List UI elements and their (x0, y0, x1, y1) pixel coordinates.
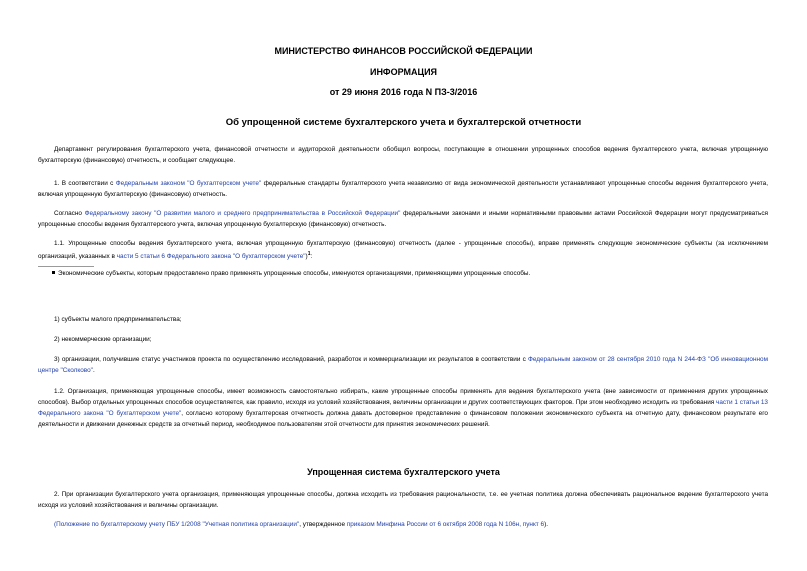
link-article-6-part-5[interactable]: части 5 статьи 6 Федерального закона "О бухгалтерском учете" (116, 253, 306, 261)
list-item-3-text-after: . (92, 367, 95, 374)
paragraph-1-text-after: федеральные стандарты бухгалтерского учета независимо от вида экономической деятельности устанавливают упрощенные способы ведения бухгалтерского учета, включая упрощенную бухгалтерскую (финансовую) отчетность. (38, 180, 768, 198)
paragraph-2-rationality: 2. При организации бухгалтерского учета организация, применяющая упрощенные способы, должна исходить из требования рациональности, т.е. ее учетная политика должна обеспечивать рациональное ведение бухгалтерского учета исходя из условий хозяйствования и величины организации. (38, 491, 768, 509)
paragraph-1-2-text-after: , согласно которому бухгалтерская отчетность должна давать достоверное представление о финансовом положении экономического субъекта на отчетную дату, финансовом результате его деятельности и движении денежных средств за отчетный период, необходимое пользователям этой отчетности для принятия экономических решений. (38, 410, 768, 428)
footnote-marker-icon (52, 271, 55, 274)
footnote-text: Экономические субъекты, которым предоставлено право применять упрощенные способы, именуются организациями, применяющими упрощенные способы. (58, 270, 531, 277)
link-pbu-1-2008[interactable]: (Положение по бухгалтерскому учету ПБУ 1/2008 "Учетная политика организации" (54, 521, 300, 528)
paragraph-1-2-text-before: 1.2. Организация, применяющая упрощенные способы, имеет возможность самостоятельно избирать, какие упрощенные способы применять для ведения бухгалтерского учета (вне зависимости от применения других упрощенных способов). Выбор отдельных упрощенных способов осуществляется, как правило, исходя из условий хозяйствования, величины организации и других соответствующих факторов. При этом необходимо исходить из требования (38, 388, 768, 406)
paragraph-1-1-colon: : (310, 253, 313, 261)
footnote-mark: 1 (307, 251, 311, 257)
list-item-3 (38, 354, 768, 376)
paragraph-1-1-text-after: ) (305, 253, 308, 261)
pbu-reference-text-mid: , утвержденное (299, 521, 347, 528)
document-title: Об упрощенной системе бухгалтерского учета и бухгалтерской отчетности (225, 117, 582, 128)
paragraph-1-2 (38, 386, 768, 430)
link-accounting-law[interactable]: Федеральным законом "О бухгалтерском учете" (115, 180, 262, 187)
paragraph-1 (38, 178, 768, 200)
link-article-13-part-1[interactable]: части 1 статьи 13 Федерального закона "О бухгалтерском учете" (38, 399, 768, 417)
document-type: ИНФОРМАЦИЯ (369, 67, 438, 77)
link-skolkovo-law[interactable]: Федеральным законом от 28 сентября 2010 года N 244-ФЗ "Об инновационном центре "Сколково" (38, 356, 768, 374)
link-sme-law[interactable]: Федеральному закону "О развитии малого и среднего предпринимательства в Российской Федерации" (84, 210, 401, 217)
paragraph-1-1 (38, 238, 768, 262)
footnote-divider (38, 266, 94, 267)
ministry-heading: МИНИСТЕРСТВО ФИНАНСОВ РОССИЙСКОЙ ФЕДЕРАЦИИ (274, 46, 533, 56)
section-title: Упрощенная система бухгалтерского учета (307, 467, 500, 477)
paragraph-2-text-after: федеральными законами и иными нормативными правовыми актами Российской Федерации могут предусматриваться упрощенные способы ведения бухгалтерского учета, включая упрощенную бухгалтерскую (финансовую) отчетность. (38, 210, 768, 228)
intro-paragraph: Департамент регулирования бухгалтерского учета, финансовой отчетности и аудиторской деятельности обобщил вопросы, поступающие в отношении упрощенных способов ведения бухгалтерского учета, включая упрощенную бухгалтерскую (финансовую) отчетность, и сообщает следующее. (38, 146, 768, 164)
pbu-reference-text-after: ). (544, 521, 548, 528)
link-minfin-order-106n[interactable]: приказом Минфина России от 6 октября 2008 года N 106н, пункт 6 (346, 521, 545, 528)
list-item-2: 2) некоммерческие организации; (54, 336, 152, 343)
paragraph-2-text-before: Согласно (54, 210, 85, 217)
paragraph-1-1-text-before: 1.1. Упрощенные способы ведения бухгалтерского учета, включая упрощенную бухгалтерскую (финансовую) отчетность (далее - упрощенные способы), вправе применять следующие экономические субъекты (за исключением организаций, указанных в (38, 240, 768, 261)
paragraph-2 (38, 208, 768, 230)
list-item-1: 1) субъекты малого предпринимательства; (54, 316, 182, 323)
list-item-3-text-before: 3) организации, получившие статус участников проекта по осуществлению исследований, разработок и коммерциализации их результатов в соответствии с (54, 356, 528, 363)
paragraph-1-text-before: 1. В соответствии с (54, 180, 116, 187)
paragraph-pbu-reference (38, 519, 768, 530)
document-date-number: от 29 июня 2016 года N ПЗ-3/2016 (329, 87, 478, 97)
